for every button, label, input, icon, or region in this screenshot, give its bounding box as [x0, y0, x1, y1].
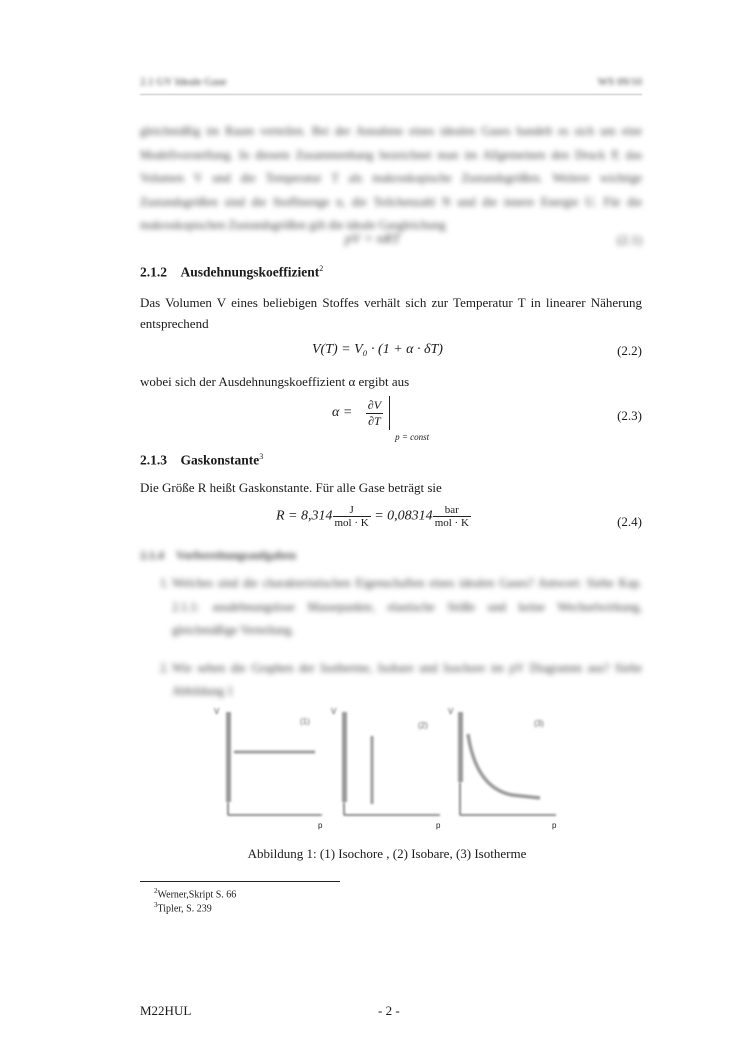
- gas-constant-paragraph: Die Größe R heißt Gaskonstante. Für alle Gase beträgt sie: [140, 480, 442, 495]
- footnote-mark: 3: [259, 452, 264, 461]
- x-axis-label: p: [436, 821, 441, 830]
- header-rule: [140, 94, 642, 95]
- equation-number-2-4: (2.4): [617, 514, 642, 529]
- fraction-bar-per-mol-k: [433, 504, 471, 529]
- expansion-equation: V(T) = V₀ · (1 + α · δT): [312, 342, 443, 357]
- coefficient-equation: [332, 396, 430, 442]
- y-axis-label: V: [331, 707, 337, 716]
- figure-caption: Abbildung 1: (1) Isochore , (2) Isobare, (3) Isotherme: [247, 846, 527, 861]
- footnote-text: Tipler, S. 239: [157, 903, 212, 915]
- fraction-denominator: mol · K: [434, 517, 469, 529]
- fraction-j-per-mol-k: [333, 504, 371, 529]
- isobare-panel: [331, 707, 440, 815]
- footnote-item: [154, 900, 236, 914]
- footnote-list: [154, 886, 236, 915]
- section-heading-2-1-3: [140, 452, 263, 469]
- isotherme-panel: [448, 707, 556, 815]
- page-number: - 2 -: [378, 1003, 400, 1018]
- section-title: Ausdehnungskoeffizient: [180, 264, 320, 280]
- section-number: 2.1.4: [140, 548, 164, 562]
- expansion-paragraph: Das Volumen V eines beliebigen Stoffes verhält sich zur Temperatur T in linearer Näherung entsprechend: [140, 295, 642, 331]
- equation-number-2-2: (2.2): [617, 343, 642, 358]
- pv-diagram-figure: [200, 700, 580, 835]
- equation-middle: = 0,08314: [374, 508, 433, 524]
- constant-subscript: p = const: [395, 432, 430, 442]
- alpha-symbol: α =: [332, 405, 353, 420]
- section-number: 2.1.3: [140, 452, 167, 468]
- y-axis-label: V: [448, 707, 454, 716]
- x-axis-label: p: [552, 821, 557, 830]
- equation-number-2-1: (2.1): [617, 232, 642, 247]
- section-number: 2.1.2: [140, 264, 167, 280]
- list-item: 1. Welches sind die charakteristischen Eigenschaften eines idealen Gases? Antwort: Siehe Kap. 2.1.1: ausdehnungslose Massepunkte, elastische Stöße und keine Wechselwirkung, gleichmäßige Verteilung.: [172, 572, 642, 643]
- running-header-right: WS 09/10: [597, 76, 642, 88]
- intro-paragraph: gleichmäßig im Raum verteilen. Bei der Annahme eines idealen Gases handelt es sich um eine Modellvorstellung. In diesem Zusammenhang bezeichnet man im Allgemeinen den Druck P, das Volumen V und die Temperatur T als makroskopische Zustandsgrößen. Weitere wichtige Zustandsgrößen sind die Stoffmenge n, die Teilchenzahl N und die innere Energie U. Für die makroskopischen Zustandsgrößen gilt die ideale Gasgleichung: [140, 124, 642, 232]
- footer-left: M22HUL: [140, 1003, 192, 1018]
- evaluation-bar: [389, 396, 390, 430]
- footnote-mark: 2: [319, 264, 324, 273]
- coefficient-intro-text: wobei sich der Ausdehnungskoeffizient α ergibt aus: [140, 374, 410, 389]
- section-title: Vorbereitungsaufgaben: [176, 548, 297, 562]
- gas-constant-equation: [276, 504, 471, 529]
- partial-derivative: [366, 398, 383, 429]
- panel-label: (2): [418, 721, 428, 730]
- equation-number-2-3: (2.3): [617, 408, 642, 423]
- isochore-panel: [214, 707, 322, 815]
- fraction-denominator: ∂T: [368, 413, 381, 428]
- ideal-gas-equation: pV = nRT: [345, 232, 401, 247]
- fraction-denominator: mol · K: [334, 517, 369, 529]
- fraction-numerator: J: [333, 504, 371, 517]
- footnote-item: [154, 886, 236, 900]
- running-header-left: 2.1 GV Ideale Gase: [140, 76, 227, 88]
- preparation-task-list: [150, 572, 642, 718]
- y-axis-label: V: [214, 707, 220, 716]
- footnote-rule: [140, 881, 340, 882]
- list-item: 2. Wie sehen die Graphen der Isotherme, Isobare und Isochore im pV Diagramm aus? Siehe Abbildung 1: [172, 657, 642, 704]
- section-title: Gaskonstante: [180, 452, 260, 468]
- fraction-numerator: ∂V: [367, 397, 382, 412]
- panel-label: (1): [300, 717, 310, 726]
- x-axis-label: p: [318, 821, 323, 830]
- panel-label: (3): [534, 719, 544, 728]
- footnote-mark: 2: [154, 887, 158, 895]
- footnote-text: Werner,Skript S. 66: [157, 889, 237, 901]
- section-heading-2-1-4: [140, 548, 296, 563]
- equation-lhs: R = 8,314: [276, 508, 333, 524]
- section-heading-2-1-2: [140, 264, 323, 281]
- fraction-numerator: bar: [433, 504, 471, 517]
- footnote-mark: 3: [154, 901, 158, 910]
